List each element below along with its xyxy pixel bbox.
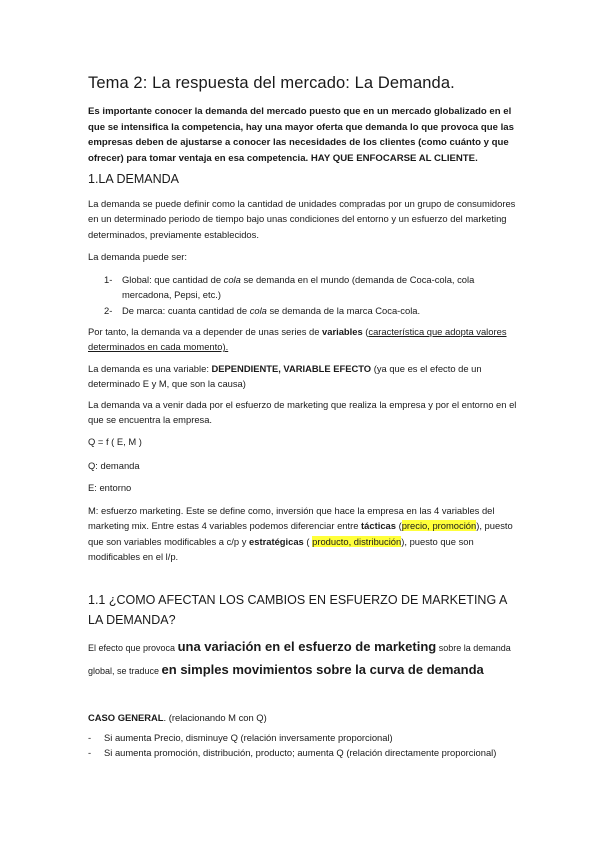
list-bullet: - [88,732,92,743]
section-heading-demanda: 1.LA DEMANDA [88,172,180,186]
formula: Q = f ( E, M ) [88,436,142,447]
dependent-paragraph: La demanda es una variable: DEPENDIENTE, VARIABLE EFECTO (ya que es el efecto de un determinado E y M, que son la causa) [88,363,482,390]
list-number: 1- [104,274,113,285]
page-title: Tema 2: La respuesta del mercado: La Demanda. [88,74,455,92]
general-case: CASO GENERAL. (relacionando M con Q) [88,712,267,723]
definition-paragraph: La demanda se puede definir como la cantidad de unidades compradas por un grupo de consumidores en un determinado periodo de tiempo bajo unas condiciones del entorno y un esfuerzo del marketing determinados, previamente establecidos. [88,198,516,240]
list-item: - Si aumenta Precio, disminuye Q (relación inversamente proporcional) [88,730,518,745]
highlight-producto-distribucion: producto, distribución [312,535,402,547]
cases-list [88,730,518,761]
effect-paragraph: El efecto que provoca una variación en el esfuerzo de marketing sobre la demanda global, se traduce en simples movimientos sobre la curva de demanda [88,639,511,677]
highlight-precio-promocion: precio, promoción [401,520,477,532]
types-intro: La demanda puede ser: [88,251,188,262]
q-definition: Q: demanda [88,460,140,471]
list-item: - Si aumenta promoción, distribución, producto; aumenta Q (relación directamente proporcional) [88,745,518,760]
effort-paragraph: La demanda va a venir dada por el esfuerzo de marketing que realiza la empresa y por el entorno en el que se encuentra la empresa. [88,399,517,426]
list-item: 1- Global: que cantidad de cola se demanda en el mundo (demanda de Coca-cola, cola mercadona, Pepsi, etc.) [104,274,475,301]
list-bullet: - [88,747,92,759]
demand-types-list [88,272,518,318]
list-item: 2- De marca: cuanta cantidad de cola se demanda de la marca Coca-cola. [88,303,518,318]
variables-paragraph: Por tanto, la demanda va a depender de unas series de variables (característica que adopta valores determinados en cada momento). [88,326,507,353]
intro-paragraph: Es importante conocer la demanda del mercado puesto que en un mercado globalizado en el que se intensifica la competencia, hay una mayor oferta que demanda lo que provoca que las empresas deben de ajustarse a conocer las necesidades de los clientes (como cuánto y que ofrecer) para tomar ventaja en esa competencia. HAY QUE ENFOCARSE AL CLIENTE. [88,106,514,164]
e-definition: E: entorno [88,482,132,493]
m-definition-paragraph: M: esfuerzo marketing. Este se define como, inversión que hace la empresa en las 4 variables del marketing mix. Entre estas 4 variables podemos diferenciar entre tácticas (precio, promoción), puesto que son variables modificables a c/p y estratégicas ( producto, distribución), puesto que son modificables en el l/p. [88,505,513,563]
list-number: 2- [104,304,113,316]
section-heading-cambios: 1.1 ¿COMO AFECTAN LOS CAMBIOS EN ESFUERZO DE MARKETING A LA DEMANDA? [88,593,507,627]
